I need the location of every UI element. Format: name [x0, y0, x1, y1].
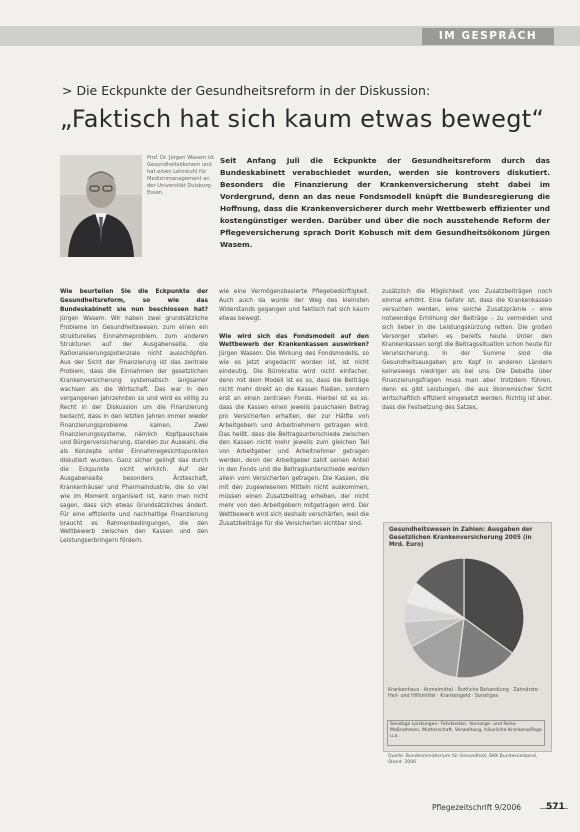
journal-name: Pflegezeitschrift 9/2006	[432, 803, 521, 812]
column-2	[219, 288, 369, 798]
kicker: > Die Eckpunkte der Gesundheitsreform in der Diskussion:	[62, 83, 431, 98]
chart-source: Quelle: Bundesministerium für Gesundheit; BKK Bundesverband, Stand: 2006	[388, 754, 538, 765]
column-1	[60, 288, 208, 798]
column-2-intro: wie eine Vermögensbasierte Pflegebedürftigkeit. Auch auch da wurde der Weg des kleinsten Widerstands gegangen und faktisch hat sich kaum etwas bewegt.	[219, 289, 369, 322]
portrait-illustration	[60, 155, 142, 257]
answer-2: Jürgen Wasem: Die Wirkung des Fondsmodells, so wie es jetzt angedacht worden ist, ist nicht eindeutig. Die Bürokratie wird nicht einfacher, denn mit dem Modell ist es so, dass die Beiträge nicht mehr direkt an die Kassen fließen, sondern erst an einen zentralen Fonds. Hierbei ist es so, dass die Kassen einen jeweils pauschalen Betrag pro Versicherten erhalten, der zur Hälfte von Arbeitgebern und Arbeitnehmern getragen wird. Das heißt, dass die Beitragsunterschiede zwischen den Kassen nicht mehr jeweils zum gleichen Teil von Arbeitgeber und Arbeitnehmer getragen werden, denn der Arbeitgeber zahlt seinen Anteil in den Fonds und die Beitragsunterschiede werden allein vom Versicherten getragen. Die Kassen, die mit den zugewiesenen Mitteln nicht auskommen, müssen einen Zusatzbeitrag erheben, der nicht mehr von den Arbeitgebern mitgetragen wird. Der Wettbewerb wird sich deshalb verschärfen, weil die Zusatzbeiträge für die Versicherten sichtbar sind.	[219, 351, 369, 527]
pie-chart	[384, 548, 549, 686]
column-3-text: zusätzlich die Möglichkeit von Zusatzbeiträgen noch einmal erhöht. Eine Gefahr ist, dass die Krankenkassen versuchen werden, eine solche Zusatzprämie – eine notwendige Erhöhung der Beiträge – zu vermeiden und sich lieber in die Leistungskürzung retten. Die großen Versorger stellen es bereits heute. Unter den Krankenkassen sorgt die Beitragssituation schon heute für Verunsicherung. In der Summe sind die Gesundheitsausgaben pro Kopf in anderen Ländern keineswegs niedriger als bei uns. Die Debatte über Finanzierungsfragen muss man aber trotzdem führen, denn es gibt Leistungen, die aus ökonomischer Sicht wirtschaftlich effizient eingesetzt werden. Richtig ist aber, dass die Festsetzung des Satzes,	[382, 289, 552, 411]
column-3	[382, 288, 552, 510]
question-2: Wie wird sich das Fondsmodell auf den Wettbewerb der Krankenkassen auswirken?	[219, 333, 369, 349]
chart-note: Sonstige Leistungen: Fahrkosten, Vorsorge- und Reha-Maßnahmen, Mutterschaft, Verwaltung, häusliche Krankenpflege u.a.	[387, 720, 545, 746]
answer-1: Jürgen Wasem: Wir haben zwei grundsätzliche Probleme im Gesundheitswesen, zum einen ein strukturelles Einnahmeproblem, zum anderen Strukturen auf der Ausgabenseite, die Rationalisierungspotenziale nicht ausschöpfen. Aus der Sicht der Finanzierung ist das zentrale Problem, dass die Einnahmen der gesetzlichen Krankenversicherung systematisch langsamer wachsen als die Wirtschaft. Das war in den vergangenen Jahrzehnten so und wird es völlig zu Recht in der Diskussion um die Finanzierung bedacht, dass in den letzten Jahren immer wieder Finanzierungsprobleme kamen. Zwei Finanzierungssysteme, nämlich Kopfpauschale und Bürgerversicherung, standen zur Auswahl, die als Konzepte unter Einnahmegesichtspunkten diskutiert wurden. Ganz sicher gelingt das durch die Eckpunkte nicht wirklich. Auf der Ausgabenseite besonders Ärzteschaft, Krankenhäuser und Pharmaindustrie, die so viel wie im Moment organisiert ist, kann man nicht sagen, dass sich etwas Grundsätzliches ändert. Für eine effiziente und nachhaltige Finanzierung braucht es Rahmenbedingungen, die den Wettbewerb zwischen den Kassen und den Leistungserbringern fördern.	[60, 315, 208, 545]
chart-title: Gesundheitswesen in Zahlen: Ausgaben der Gesetzlichen Krankenversicherung 2005 (in Mrd. Euro)	[389, 527, 533, 548]
page-number: 571	[546, 802, 565, 812]
portrait-photo	[60, 155, 142, 257]
chart-legend: Krankenhaus · Arzneimittel · Ärztliche Behandlung · Zahnärzte · Heil- und Hilfsmittel · Krankengeld · Sonstiges	[388, 688, 541, 700]
question-1: Wie beurteilen Sie die Eckpunkte der Gesundheitsreform, so wie das Bundeskabinett sie nun beschlossen hat?	[60, 289, 208, 313]
portrait-caption: Prof. Dr. Jürgen Wasem ist Gesundheitsökonom und hat einen Lehrstuhl für Medizinmanagement an der Universität Duisburg-Essen.	[147, 155, 214, 196]
section-label: IM GESPRÄCH	[438, 30, 538, 42]
headline: „Faktisch hat sich kaum etwas bewegt“	[60, 105, 545, 133]
lead-paragraph: Seit Anfang Juli die Eckpunkte der Gesundheitsreform durch das Bundeskabinett verabschiedet wurden, werden sie kontrovers diskutiert. Besonders die Finanzierung der Krankenversicherung steht dabei im Vordergrund, denn an das neue Fondsmodell knüpft die Bundesregierung die Hoffnung, dass die Krankenversicherer durch mehr Wettbewerb effizienter und kostengünstiger werden. Darüber und über die noch ausstehende Reform der Pflegeversicherung sprach Dorit Kobusch mit dem Gesundheitsökonom Jürgen Wasem.	[220, 156, 550, 249]
